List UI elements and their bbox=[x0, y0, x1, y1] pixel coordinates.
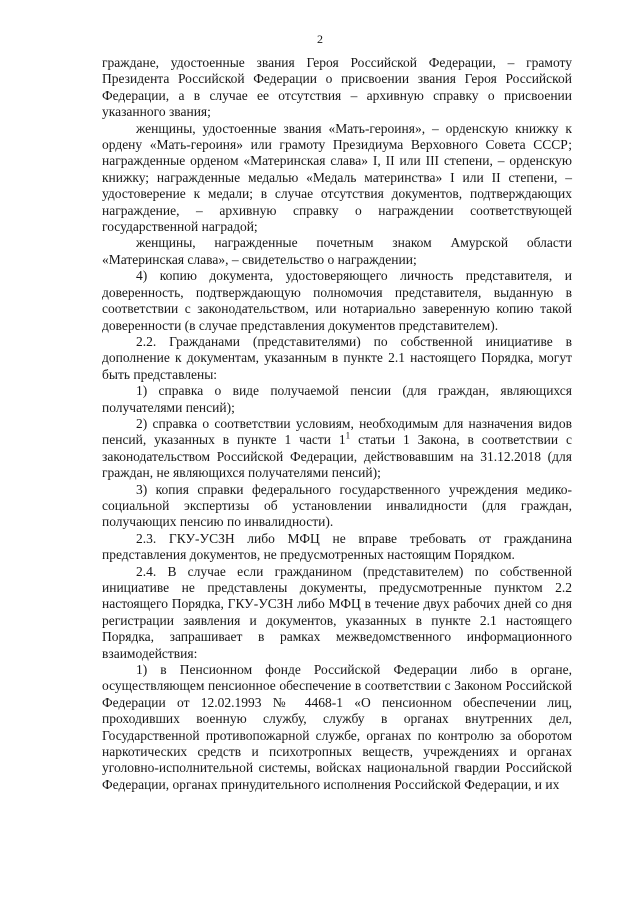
paragraph-amur-maternal-glory: женщины, награжденные почетным знаком Амурской области «Материнская слава», – свидетельство о награждении; bbox=[102, 235, 572, 267]
paragraph-2-2-item-3: 3) копия справки федерального государственного учреждения медико-социальной экспертизы об установлении инвалидности (для граждан, получающих пенсию по инвалидности). bbox=[102, 481, 572, 530]
paragraph-2-4: 2.4. В случае если гражданином (представителем) по собственной инициативе не представлены документы, предусмотренные пунктом 2.2 настоящего Порядка, ГКУ-УСЗН либо МФЦ в течение двух рабочих дней со дня регистрации заявления и документов, указанных в пункте 2.1 настоящего Порядка, запрашивает в рамках межведомственного информационного взаимодействия: bbox=[102, 563, 572, 661]
paragraph-2-2-item-2 bbox=[102, 416, 572, 482]
paragraph-item-4-representative: 4) копию документа, удостоверяющего личность представителя, и доверенность, подтверждающую полномочия представителя, выданную в соответствии с законодательством, или нотариально заверенную копию такой доверенности (в случае представления документов представителем). bbox=[102, 268, 572, 333]
page-number: 2 bbox=[317, 32, 323, 46]
paragraph-2-4-item-1: 1) в Пенсионном фонде Российской Федерации либо в органе, осуществляющем пенсионное обеспечение в соответствии с Законом Российской Федерации от 12.02.1993 № 4468-1 «О пенсионном обеспечении лиц, проходивших военную службу, службу в органах внутренних дел, Государственной противопожарной службе, органах по контролю за оборотом наркотических средств и психотропных веществ, учреждениях и органах уголовно-исполнительной системы, войсках национальной гвардии Российской Федерации, органах принудительного исполнения Российской Федерации, и их bbox=[102, 662, 572, 792]
document-text bbox=[102, 55, 572, 793]
superscript-index: 1 bbox=[345, 430, 351, 441]
paragraph-2-2-item-2-after: статьи 1 Закона, в соответствии с законодательством Российской Федерации, действовавшим на 31.12.2018 (для граждан, не являющихся получателями пенсий); bbox=[102, 432, 572, 481]
paragraph-2-2-item-1: 1) справка о виде получаемой пенсии (для граждан, являющихся получателями пенсий); bbox=[102, 383, 572, 415]
paragraph-hero-rf: граждане, удостоенные звания Героя Российской Федерации, – грамоту Президента Российской Федерации о присвоении звания Героя Российской Федерации, а в случае ее отсутствия – архивную справку о присвоении указанного звания; bbox=[102, 55, 572, 120]
paragraph-2-3: 2.3. ГКУ-УСЗН либо МФЦ не вправе требовать от гражданина представления документов, не предусмотренных настоящим Порядком. bbox=[102, 530, 572, 563]
paragraph-mother-heroine: женщины, удостоенные звания «Мать-героиня», – орденскую книжку к ордену «Мать-героиня» или грамоту Президиума Верховного Совета СССР; награжденные орденом «Материнская слава» I, II или III степени, – орденскую книжку; награжденные медалью «Медаль материнства» I или II степени, – удостоверение к медали; в случае отсутствия документов, подтверждающих награждение, – архивную справку о награждении соответствующей государственной наградой; bbox=[102, 120, 572, 235]
paragraph-2-2-item-2-before: 2) справка о соответствии условиям, необходимым для назначения видов пенсий, указанных в пункте 1 части 1 bbox=[102, 415, 572, 448]
paragraph-2-2: 2.2. Гражданами (представителями) по собственной инициативе в дополнение к документам, указанным в пункте 2.1 настоящего Порядка, могут быть представлены: bbox=[102, 333, 572, 382]
